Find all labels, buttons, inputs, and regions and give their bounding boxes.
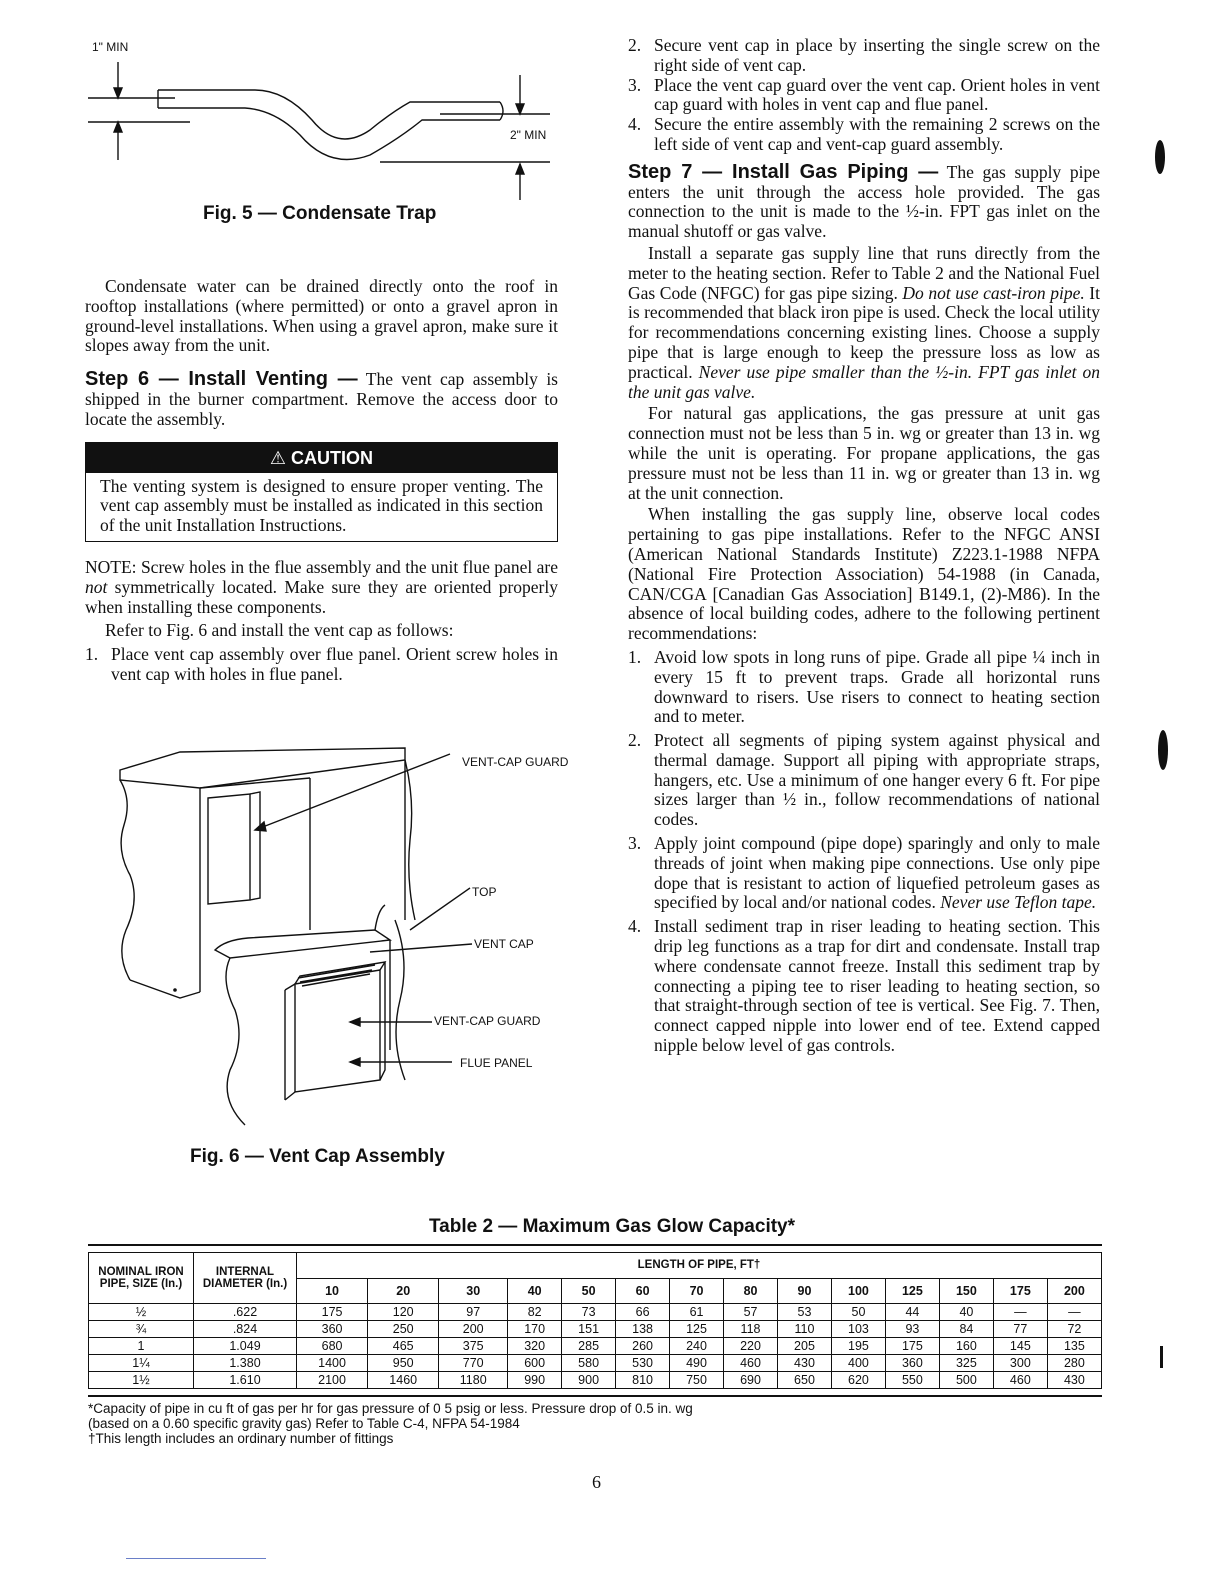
install-text-b: It is recommended that black iron pipe is used. Check the local utility for recommendations concerning existing lines. Choose a supply pipe that is large enough to keep the pressure loss as low as practical. [628, 282, 1100, 382]
cell-capacity: 61 [670, 1304, 724, 1321]
length-header-10: 10 [297, 1278, 368, 1304]
install-emphasis-1: Do not use cast-iron pipe. [902, 282, 1085, 303]
header-internal-diameter: INTERNAL DIAMETER (In.) [194, 1253, 297, 1304]
install-text-a: Install a separate gas supply line that runs directly from the meter to the heating section. Refer to Table 2 and the National Fuel Gas Code (NFGC) for gas pipe sizing. [628, 242, 1100, 303]
cell-capacity: 320 [508, 1338, 562, 1355]
recommendation-3-emphasis: Never use Teflon tape. [940, 892, 1097, 913]
cell-capacity: 375 [439, 1338, 508, 1355]
cell-pipe-size: 1 [89, 1338, 194, 1355]
vent-step-1 [85, 645, 558, 685]
footnote-fittings: †This length includes an ordinary number of fittings [88, 1431, 394, 1446]
fig6-caption: Fig. 6 — Vent Cap Assembly [190, 1146, 445, 1167]
caution-text: The venting system is designed to ensure proper venting. The vent cap assembly must be installed as indicated in this section of the unit Installation Instructions. [100, 475, 543, 536]
left-column-text [85, 277, 558, 685]
cell-capacity: 1400 [297, 1355, 368, 1372]
cell-capacity: 57 [724, 1304, 778, 1321]
step7-text: The gas supply pipe enters the unit through the access hole provided. The gas connection to the unit is made to the ½-in. FPT gas inlet on the manual shutoff or gas valve. [628, 161, 1100, 242]
cell-capacity: — [993, 1304, 1047, 1321]
cell-capacity: 400 [831, 1355, 885, 1372]
gas-capacity-table [88, 1252, 1102, 1389]
recommendation-1-text: Avoid low spots in long runs of pipe. Grade all pipe ¼ inch in every 15 ft to prevent traps. Grade all horizontal runs downward to risers. Use risers to connect to heating section and to meter. [654, 646, 1100, 727]
cell-capacity: 138 [616, 1321, 670, 1338]
cell-capacity: 160 [939, 1338, 993, 1355]
recommendation-4 [628, 917, 1100, 1056]
recommendation-3-number: 3. [628, 833, 642, 854]
cell-capacity: 120 [368, 1304, 439, 1321]
label-flue-panel: FLUE PANEL [460, 1056, 533, 1070]
condensate-trap-drawing [80, 30, 580, 200]
recommendation-1-number: 1. [628, 646, 642, 667]
cell-pipe-size: 1½ [89, 1372, 194, 1389]
cell-capacity: 680 [297, 1338, 368, 1355]
cell-capacity: 125 [670, 1321, 724, 1338]
length-header-150: 150 [939, 1278, 993, 1304]
vent-step-1-text: Place vent cap assembly over flue panel. Orient screw holes in vent cap with holes in flue panel. [111, 644, 558, 684]
paragraph-install-supply [628, 244, 1100, 402]
note-paragraph [85, 558, 558, 617]
cell-internal-diameter: 1.380 [194, 1355, 297, 1372]
cell-capacity: 750 [670, 1372, 724, 1389]
cell-capacity: 250 [368, 1321, 439, 1338]
cell-capacity: 550 [885, 1372, 939, 1389]
cell-capacity: 103 [831, 1321, 885, 1338]
label-vent-cap-guard-bottom: VENT-CAP GUARD [434, 1014, 541, 1028]
cell-internal-diameter: .622 [194, 1304, 297, 1321]
cell-internal-diameter: 1.610 [194, 1372, 297, 1389]
cell-capacity: 1460 [368, 1372, 439, 1389]
vent-step-3-text: Place the vent cap guard over the vent cap. Orient holes in vent cap guard with holes in vent cap and flue panel. [654, 74, 1100, 115]
cell-capacity: 44 [885, 1304, 939, 1321]
paragraph-condensate: Condensate water can be drained directly onto the roof in rooftop installations (where permitted) or onto a gravel apron in ground-level installations. When using a gravel apron, make sure it slopes away from the unit. [85, 276, 558, 356]
cell-capacity: 300 [993, 1355, 1047, 1372]
step6-paragraph [85, 370, 558, 429]
fig5-caption: Fig. 5 — Condensate Trap [203, 203, 437, 224]
cell-capacity: 82 [508, 1304, 562, 1321]
table2-footnotes [88, 1395, 1102, 1446]
length-header-50: 50 [562, 1278, 616, 1304]
cell-capacity: 360 [297, 1321, 368, 1338]
vent-step-4 [628, 115, 1100, 155]
cell-capacity: 145 [993, 1338, 1047, 1355]
cell-capacity: 490 [670, 1355, 724, 1372]
table2-container [88, 1244, 1102, 1446]
paragraph-natural-gas: For natural gas applications, the gas pressure at unit gas connection must not be less than 5 in. wg or greater than 13 in. wg while the unit is operating. For propane applications, the gas pressure must not be less than 11 in. wg or greater than 13 in. wg at the unit connection. [628, 403, 1100, 503]
cell-capacity: 240 [670, 1338, 724, 1355]
vent-steps-continued [628, 36, 1100, 155]
vent-step-4-text: Secure the entire assembly with the remaining 2 screws on the left side of vent cap and vent-cap guard assembly. [654, 114, 1100, 154]
cell-capacity: 430 [1047, 1372, 1101, 1389]
cell-capacity: 93 [885, 1321, 939, 1338]
vent-step-4-number: 4. [628, 114, 642, 135]
footnote-capacity: *Capacity of pipe in cu ft of gas per hr for gas pressure of 0 5 psig or less. Pressure drop of 0.5 in. wg [88, 1401, 693, 1416]
label-top: TOP [472, 885, 497, 899]
header-nominal-size: NOMINAL IRON PIPE, SIZE (In.) [89, 1253, 194, 1304]
cell-capacity: 53 [778, 1304, 832, 1321]
length-header-80: 80 [724, 1278, 778, 1304]
length-header-90: 90 [778, 1278, 832, 1304]
step7-paragraph [628, 160, 1100, 242]
vent-step-2-text: Secure vent cap in place by inserting the single screw on the right side of vent cap. [654, 35, 1100, 75]
cell-capacity: 325 [939, 1355, 993, 1372]
label-vent-cap: VENT CAP [474, 937, 534, 951]
cell-pipe-size: ¾ [89, 1321, 194, 1338]
refer-fig6: Refer to Fig. 6 and install the vent cap as follows: [105, 620, 454, 641]
recommendation-2-number: 2. [628, 730, 642, 751]
label-vent-cap-guard-top: VENT-CAP GUARD [462, 755, 569, 769]
cell-capacity: 110 [778, 1321, 832, 1338]
length-header-40: 40 [508, 1278, 562, 1304]
cell-capacity: 650 [778, 1372, 832, 1389]
cell-capacity: 220 [724, 1338, 778, 1355]
cell-capacity: 195 [831, 1338, 885, 1355]
length-header-20: 20 [368, 1278, 439, 1304]
cell-capacity: 260 [616, 1338, 670, 1355]
step7-heading: Step 7 — Install Gas Piping — [628, 160, 939, 183]
caution-title: ⚠ CAUTION [86, 443, 557, 473]
fig5-label-2in-min: 2" MIN [510, 128, 547, 142]
vent-step-3 [628, 76, 1100, 116]
cell-pipe-size: 1¼ [89, 1355, 194, 1372]
header-length-of-pipe: LENGTH OF PIPE, FT† [297, 1253, 1102, 1279]
cell-capacity: 77 [993, 1321, 1047, 1338]
cell-capacity: 770 [439, 1355, 508, 1372]
bottom-rule [126, 1558, 266, 1559]
note-emphasis: not [85, 576, 108, 597]
cell-capacity: 580 [562, 1355, 616, 1372]
cell-capacity: 2100 [297, 1372, 368, 1389]
length-header-60: 60 [616, 1278, 670, 1304]
vent-step-1-number: 1. [85, 644, 99, 665]
fig5-condensate-trap [80, 30, 580, 240]
length-header-175: 175 [993, 1278, 1047, 1304]
cell-capacity: 135 [1047, 1338, 1101, 1355]
recommendation-3 [628, 834, 1100, 913]
table2-title: Table 2 — Maximum Gas Glow Capacity* [428, 1216, 796, 1237]
cell-capacity: 73 [562, 1304, 616, 1321]
cell-capacity: 151 [562, 1321, 616, 1338]
cell-internal-diameter: .824 [194, 1321, 297, 1338]
cell-capacity: 40 [939, 1304, 993, 1321]
cell-capacity: 810 [616, 1372, 670, 1389]
table-row [89, 1355, 1102, 1372]
cell-capacity: 500 [939, 1372, 993, 1389]
cell-capacity: 97 [439, 1304, 508, 1321]
cell-capacity: — [1047, 1304, 1101, 1321]
install-emphasis-2: Never use pipe smaller than the ½-in. FPT gas inlet on the unit gas valve. [628, 361, 1100, 402]
cell-capacity: 600 [508, 1355, 562, 1372]
note-text-b: symmetrically located. Make sure they are oriented properly when installing these components. [85, 576, 558, 617]
cell-capacity: 460 [993, 1372, 1047, 1389]
page-number: 6 [592, 1472, 601, 1492]
length-header-30: 30 [439, 1278, 508, 1304]
recommendation-1 [628, 648, 1100, 727]
caution-box [85, 442, 558, 542]
cell-capacity: 280 [1047, 1355, 1101, 1372]
table-row [89, 1321, 1102, 1338]
step6-heading: Step 6 — Install Venting — [85, 368, 358, 391]
margin-mark-2 [1158, 730, 1168, 770]
recommendation-2 [628, 731, 1100, 830]
cell-pipe-size: ½ [89, 1304, 194, 1321]
step6-text: The vent cap assembly is shipped in the burner compartment. Remove the access door to locate the assembly. [85, 369, 558, 429]
cell-capacity: 990 [508, 1372, 562, 1389]
vent-step-3-number: 3. [628, 74, 642, 95]
cell-capacity: 200 [439, 1321, 508, 1338]
cell-capacity: 900 [562, 1372, 616, 1389]
cell-internal-diameter: 1.049 [194, 1338, 297, 1355]
recommendation-3-text: Apply joint compound (pipe dope) sparingly and only to male threads of joint when making pipe connections. Use only pipe dope that is resistant to action of liquefied petroleum gases as specified by local and/or national codes. [654, 833, 1100, 913]
table-row [89, 1372, 1102, 1389]
cell-capacity: 950 [368, 1355, 439, 1372]
cell-capacity: 620 [831, 1372, 885, 1389]
margin-mark-3 [1160, 1346, 1163, 1368]
length-header-200: 200 [1047, 1278, 1101, 1304]
recommendation-2-text: Protect all segments of piping system against physical and thermal damage. Support all piping with appropriate straps, hangers, etc. Use a minimum of one hanger every 6 ft. For pipe sizes larger than ½ in., follow recommendations of national codes. [654, 730, 1100, 830]
right-column-text [628, 36, 1100, 1056]
cell-capacity: 84 [939, 1321, 993, 1338]
table-row [89, 1338, 1102, 1355]
cell-capacity: 72 [1047, 1321, 1101, 1338]
cell-capacity: 465 [368, 1338, 439, 1355]
length-header-125: 125 [885, 1278, 939, 1304]
cell-capacity: 1180 [439, 1372, 508, 1389]
cell-capacity: 690 [724, 1372, 778, 1389]
cell-capacity: 175 [297, 1304, 368, 1321]
cell-capacity: 430 [778, 1355, 832, 1372]
fig5-label-1in-min: 1" MIN [92, 40, 129, 54]
table-body [89, 1304, 1102, 1389]
footnote-gravity: (based on a 0.60 specific gravity gas) Refer to Table C-4, NFPA 54-1984 [88, 1416, 520, 1431]
cell-capacity: 205 [778, 1338, 832, 1355]
table-row [89, 1304, 1102, 1321]
cell-capacity: 285 [562, 1338, 616, 1355]
recommendation-4-number: 4. [628, 916, 642, 937]
vent-step-2 [628, 36, 1100, 76]
cell-capacity: 175 [885, 1338, 939, 1355]
cell-capacity: 460 [724, 1355, 778, 1372]
recommendation-4-text: Install sediment trap in riser leading to heating section. This drip leg functions as a trap for dirt and condensate. Install trap where condensate cannot freeze. Install this sediment trap by connecting a piping tee to riser leading to heating section, so that straight-through section of tee is vertical. See Fig. 7. Then, connect capped nipple into lower end of tee. Extend capped nipple below level of gas controls. [654, 916, 1100, 1056]
vent-step-2-number: 2. [628, 35, 642, 55]
margin-mark-1 [1155, 140, 1165, 174]
cell-capacity: 170 [508, 1321, 562, 1338]
cell-capacity: 66 [616, 1304, 670, 1321]
length-header-100: 100 [831, 1278, 885, 1304]
cell-capacity: 530 [616, 1355, 670, 1372]
cell-capacity: 118 [724, 1321, 778, 1338]
cell-capacity: 50 [831, 1304, 885, 1321]
fig6-vent-cap-assembly [110, 740, 580, 1180]
cell-capacity: 360 [885, 1355, 939, 1372]
note-text-a: NOTE: Screw holes in the flue assembly and the unit flue panel are [85, 556, 558, 577]
paragraph-local-codes: When installing the gas supply line, observe local codes pertaining to gas pipe installations. Refer to the NFGC ANSI (American National Standards Institute) Z223.1-1988 NFPA (National Fire Protection Association) 54-1988 (in Canada, CAN/CGA [Canadian Gas Association] B149.1, (2)-M86). In the absence of local building codes, adhere to the following pertinent recommendations: [628, 504, 1100, 644]
length-header-70: 70 [670, 1278, 724, 1304]
